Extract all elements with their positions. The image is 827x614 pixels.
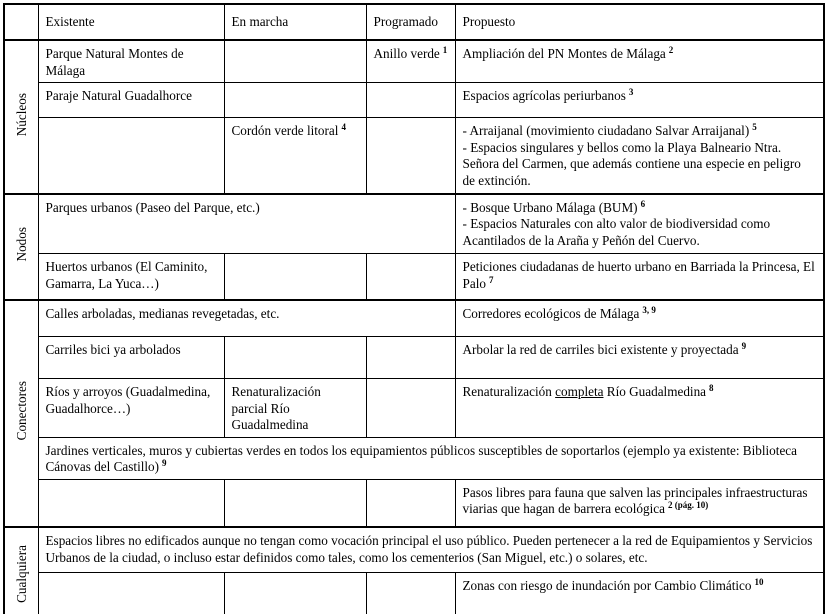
footnote-ref: 2 (pág. 10): [667, 500, 709, 510]
header-row: [4, 4, 824, 40]
cell-propuesto: [455, 194, 824, 254]
footnote-ref: 8: [709, 383, 714, 393]
footnote-ref: 7: [488, 274, 494, 285]
underlined-word: completa: [555, 384, 604, 399]
cell-programado-empty: [366, 118, 455, 194]
cell-paragraph: - Arraijanal (movimiento ciudadano Salvar Arraijanal) $^5$: [462, 122, 757, 138]
cell-en-marcha-empty: [224, 479, 366, 527]
footnote-ref: 9: [741, 341, 747, 351]
cell-en-marcha-empty: [224, 40, 366, 83]
header-existente: Existente: [38, 4, 224, 40]
cell-propuesto: Pasos libres para fauna que salven las principales infraestructuras viarias que hagan de barrera ecológica $^{2 (pág. 10)}$: [455, 479, 824, 527]
cell-existente-span: Parques urbanos (Paseo del Parque, etc.): [38, 194, 455, 254]
table-row: [4, 83, 824, 118]
table-row: [4, 572, 824, 614]
cell-programado-empty: [366, 254, 455, 300]
cell-paragraph: - Espacios Naturales con alto valor de biodiversidad como Acantilados de la Araña y Peñón del Cuervo.: [462, 216, 771, 248]
cell-programado: Anillo verde $^1$: [366, 40, 455, 83]
table-row: [4, 379, 824, 438]
cell-propuesto: Renaturalización completa Río Guadalmedina $^8$: [455, 379, 824, 438]
table-row: [4, 118, 824, 194]
cell-existente-empty: [38, 572, 224, 614]
header-en-marcha: En marcha: [224, 4, 366, 40]
rotated-section-label: Nodos: [13, 227, 29, 262]
cell-existente: Paraje Natural Guadalhorce: [38, 83, 224, 118]
cell-programado-empty: [366, 572, 455, 614]
cell-existente-empty: [38, 118, 224, 194]
green-infrastructure-matrix-table: [3, 3, 825, 614]
footnote-ref: 4: [341, 122, 346, 132]
cell-en-marcha: Cordón verde litoral $^4$: [224, 118, 366, 194]
section-label-cualquiera: [4, 527, 38, 614]
cell-existente: Huertos urbanos (El Caminito, Gamarra, La Yuca…): [38, 254, 224, 300]
cell-propuesto: Espacios agrícolas periurbanos $^3$: [455, 83, 824, 118]
cell-full-span: Espacios libres no edificados aunque no tengan como vocación principal el uso público. Pueden pertenecer a la red de Equipamientos y Servicios Urbanos de la ciudad, o incluso estar definidos como tales, como los cementerios (San Miguel, etc.) o solares, etc.: [38, 527, 824, 572]
cell-propuesto: Zonas con riesgo de inundación por Cambio Climático $^{10}$: [455, 572, 824, 614]
footnote-ref: 3, 9: [642, 304, 656, 315]
cell-paragraph: - Bosque Urbano Málaga (BUM) $^6$: [462, 198, 646, 215]
footnote-ref: 3: [628, 87, 634, 97]
cell-propuesto: Peticiones ciudadanas de huerto urbano en Barriada la Princesa, El Palo $^7$: [455, 254, 824, 300]
cell-existente: Carriles bici ya arbolados: [38, 337, 224, 379]
cell-full-span: Jardines verticales, muros y cubiertas verdes en todos los equipamientos públicos susceptibles de soportarlos (ejemplo ya existente: Biblioteca Cánovas del Castillo) $^9$: [38, 437, 824, 479]
footnote-ref: 9: [162, 458, 167, 468]
table-row: [4, 437, 824, 479]
cell-programado-empty: [366, 379, 455, 438]
rotated-section-label: Núcleos: [13, 92, 29, 137]
table-row: [4, 40, 824, 83]
footnote-ref: 10: [754, 576, 764, 587]
section-label-conectores: [4, 300, 38, 528]
footnote-ref: 1: [442, 45, 448, 55]
cell-programado-empty: [366, 337, 455, 379]
rotated-section-label: Conectores: [13, 381, 29, 441]
cell-propuesto: Ampliación del PN Montes de Málaga $^2$: [455, 40, 824, 83]
cell-propuesto: Arbolar la red de carriles bici existente y proyectada $^9$: [455, 337, 824, 379]
cell-programado-empty: [366, 83, 455, 118]
table-row: [4, 254, 824, 300]
cell-programado-empty: [366, 479, 455, 527]
cell-en-marcha: Renaturalización parcial Río Guadalmedina: [224, 379, 366, 438]
cell-propuesto: Corredores ecológicos de Málaga $^{3, 9}$: [455, 300, 824, 337]
cell-existente: Parque Natural Montes de Málaga: [38, 40, 224, 83]
cell-en-marcha-empty: [224, 254, 366, 300]
section-label-nodos: [4, 194, 38, 300]
cell-existente-empty: [38, 479, 224, 527]
header-corner-cell: [4, 4, 38, 40]
table-row: [4, 194, 824, 254]
table-row: [4, 337, 824, 379]
table-row: [4, 479, 824, 527]
cell-paragraph: - Espacios singulares y bellos como la Playa Balneario Ntra. Señora del Carmen, que además contiene una especie en peligro de extinción.: [462, 139, 801, 188]
header-propuesto: Propuesto: [455, 4, 824, 40]
section-label-nucleos: [4, 40, 38, 194]
cell-existente: Ríos y arroyos (Guadalmedina, Guadalhorce…): [38, 379, 224, 438]
cell-existente-span: Calles arboladas, medianas revegetadas, etc.: [38, 300, 455, 337]
header-programado: Programado: [366, 4, 455, 40]
footnote-ref: 2: [668, 45, 674, 55]
table-row: [4, 300, 824, 337]
cell-en-marcha-empty: [224, 83, 366, 118]
cell-en-marcha-empty: [224, 572, 366, 614]
rotated-section-label: Cualquiera: [13, 544, 29, 603]
footnote-ref: 5: [752, 122, 757, 132]
table-row: [4, 527, 824, 572]
cell-propuesto: [455, 118, 824, 194]
cell-en-marcha-empty: [224, 337, 366, 379]
footnote-ref: 6: [640, 198, 646, 209]
